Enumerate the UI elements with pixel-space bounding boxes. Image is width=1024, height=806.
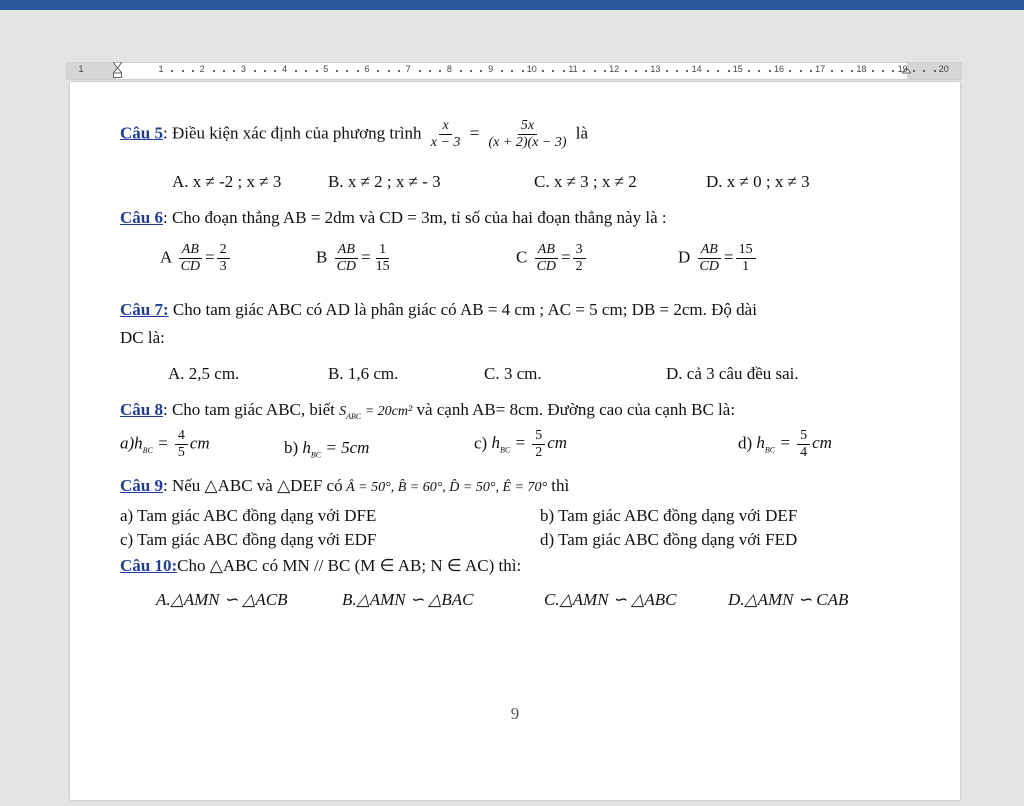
ruler-tick [810, 70, 812, 72]
q9-angles: Â = 50°, B̂ = 60°, D̂ = 50°, Ê = 70° [342, 480, 548, 495]
question-8-label: Câu 8 [120, 400, 163, 419]
ruler-tick [522, 70, 524, 72]
question-7: Câu 7: Cho tam giác ABC có AD là phân giác có AB = 4 cm ; AC = 5 cm; DB = 2cm. Độ dài [120, 300, 757, 319]
ruler-tick [346, 70, 348, 72]
q5-option-b: B. x ≠ 2 ; x ≠ - 3 [328, 172, 441, 191]
ruler-tick [769, 70, 771, 72]
ruler-label: 18 [856, 64, 867, 74]
ruler-tick [305, 70, 307, 72]
ruler-tick [892, 70, 894, 72]
q9-option-c: c) Tam giác ABC đồng dạng với EDF [120, 530, 377, 549]
ruler-tick [254, 70, 256, 72]
ruler-label: 13 [650, 64, 661, 74]
question-8: Câu 8: Cho tam giác ABC, biết $S_{ABC} = 20cm^2$ và cạnh AB= 8cm. Đường cao của cạnh BC là: [120, 400, 736, 421]
q7-option-a: A. 2,5 cm. [168, 364, 240, 383]
ruler-tick [388, 70, 390, 72]
ruler-tick [501, 70, 503, 72]
q6-option-a: A $\frac{AB}{CD}$ = $\frac{2}{3}$ [160, 242, 232, 275]
ruler-tick [604, 70, 606, 72]
question-9-label: Câu 9 [120, 476, 163, 495]
ruler-label: 7 [405, 64, 411, 74]
q6-option-c: C $\frac{AB}{CD}$ = $\frac{3}{2}$ [516, 242, 588, 275]
ruler-label: 3 [240, 64, 246, 74]
ruler-label: 11 [568, 64, 578, 74]
ruler-tick [934, 70, 936, 72]
ruler-tick [913, 70, 915, 72]
q10-option-d: D.△AMN ∽ CAB [728, 590, 849, 609]
question-7-line-2: DC là: [120, 328, 165, 347]
ruler-tick [264, 70, 266, 72]
ruler-label: 6 [364, 64, 370, 74]
ruler-tick [758, 70, 760, 72]
ruler-label: 2 [199, 64, 205, 74]
ruler-tick [419, 70, 421, 72]
ruler-tick [625, 70, 627, 72]
ruler-tick [676, 70, 678, 72]
ruler-tick [841, 70, 843, 72]
page-number: 9 [510, 704, 520, 723]
q8-option-a: $a)h_{BC}$ = $\frac{4}{5}$ cm [120, 428, 210, 460]
q9-option-d: d) Tam giác ABC đồng dạng với FED [540, 530, 798, 549]
q9-option-b: b) Tam giác ABC đồng dạng với DEF [540, 506, 798, 525]
ruler-tick [460, 70, 462, 72]
ruler-tick [542, 70, 544, 72]
ruler-tick [635, 70, 637, 72]
ruler-tick [717, 70, 719, 72]
ruler-tick [594, 70, 596, 72]
ruler-label: 1 [158, 64, 164, 74]
ruler-label: 8 [446, 64, 452, 74]
q7-option-b: B. 1,6 cm. [328, 364, 399, 383]
question-10: Câu 10:Cho △ABC có MN // BC (M ∈ AB; N ∈ AC) thì: [120, 556, 522, 575]
ruler-label: 4 [282, 64, 288, 74]
ruler-tick [645, 70, 647, 72]
q7-option-d: D. cả 3 câu đều sai. [666, 364, 799, 383]
ruler-tick [192, 70, 194, 72]
question-6-label: Câu 6 [120, 208, 163, 227]
ruler-tick [583, 70, 585, 72]
q5-option-a: A. x ≠ -2 ; x ≠ 3 [172, 172, 282, 191]
ruler-tick [882, 70, 884, 72]
ruler-label: 19 [897, 64, 908, 74]
ruler-tick [923, 70, 925, 72]
q6-option-d: D $\frac{AB}{CD}$ = $\frac{15}{1}$ [678, 242, 758, 275]
horizontal-ruler[interactable] [66, 62, 962, 80]
ruler-tick [748, 70, 750, 72]
q5-option-d: D. x ≠ 0 ; x ≠ 3 [706, 172, 810, 191]
ruler-label: 17 [815, 64, 826, 74]
q5-lhs-fraction: $\frac{x}{x - 3}$ [430, 118, 461, 150]
ruler-tick [789, 70, 791, 72]
indent-marker-icon[interactable] [113, 62, 122, 78]
ruler-tick [171, 70, 173, 72]
ruler-tick [872, 70, 874, 72]
question-10-label: Câu 10: [120, 556, 178, 575]
q8-area: $S_{ABC} = 20cm^2$ [339, 404, 413, 421]
ruler-tick [851, 70, 853, 72]
ruler-tick [728, 70, 730, 72]
question-6: Câu 6: Cho đoạn thẳng AB = 2dm và CD = 3m, tỉ số của hai đoạn thẳng này là : [120, 208, 667, 227]
ruler-tick [800, 70, 802, 72]
q8-option-b: b) $h_{BC} = 5cm$ [284, 438, 370, 460]
ruler-label: 5 [323, 64, 329, 74]
q10-option-b: B.△AMN ∽ △BAC [342, 590, 474, 609]
ruler-tick [686, 70, 688, 72]
ruler-tick [357, 70, 359, 72]
ruler-tick [666, 70, 668, 72]
q10-option-c: C.△AMN ∽ △ABC [544, 590, 677, 609]
question-9: Câu 9: Nếu △ABC và △DEF có Â = 50°, B̂ = 60°, D̂ = 50°, Ê = 70° thì [120, 476, 570, 495]
q8-option-d: d) $h_{BC}$ = $\frac{5}{4}$ cm [738, 428, 832, 460]
q5-option-c: C. x ≠ 3 ; x ≠ 2 [534, 172, 637, 191]
ruler-tick [511, 70, 513, 72]
ruler-label: 9 [488, 64, 494, 74]
q9-option-a: a) Tam giác ABC đồng dạng với DFE [120, 506, 377, 525]
ruler-tick [182, 70, 184, 72]
q10-option-a: A.△AMN ∽ △ACB [156, 590, 288, 609]
document-page[interactable] [70, 82, 960, 800]
ruler-margin-left [67, 63, 117, 79]
ruler-label: 16 [773, 64, 785, 74]
ruler-tick [552, 70, 554, 72]
q8-option-c: c) $h_{BC}$ = $\frac{5}{2}$ cm [474, 428, 568, 460]
ruler-label: 12 [609, 64, 620, 74]
ruler-tick [336, 70, 338, 72]
ruler-tick [295, 70, 297, 72]
question-5-label: Câu 5 [120, 123, 163, 143]
ruler-tick [377, 70, 379, 72]
ruler-label: 1 [78, 64, 84, 74]
ruler-tick [213, 70, 215, 72]
ruler-label: 20 [938, 64, 949, 74]
ruler-tick [316, 70, 318, 72]
ruler-tick [470, 70, 472, 72]
ruler-tick [398, 70, 400, 72]
ruler-tick [480, 70, 482, 72]
ruler-label: 15 [732, 64, 743, 74]
ruler-tick [707, 70, 709, 72]
ruler-label: 14 [691, 64, 702, 74]
ruler-tick [439, 70, 441, 72]
ruler-tick [233, 70, 235, 72]
ruler-tick [274, 70, 276, 72]
ruler-tick [563, 70, 565, 72]
q6-option-b: B $\frac{AB}{CD}$ = $\frac{1}{15}$ [316, 242, 390, 274]
q7-option-c: C. 3 cm. [484, 364, 542, 383]
ruler-label: 10 [526, 64, 537, 74]
ruler-tick [831, 70, 833, 72]
question-7-label: Câu 7: [120, 300, 169, 319]
title-bar [0, 0, 1024, 10]
question-5: Câu 5: Điều kiện xác định của phương trình $\frac{x}{x - 3}$ = $\frac{5x}{(x + 2)(x - 3)}$ là [120, 118, 589, 150]
ruler-tick [223, 70, 225, 72]
ruler-tick [429, 70, 431, 72]
q5-rhs-fraction: $\frac{5x}{(x + 2)(x - 3)}$ [488, 118, 567, 150]
